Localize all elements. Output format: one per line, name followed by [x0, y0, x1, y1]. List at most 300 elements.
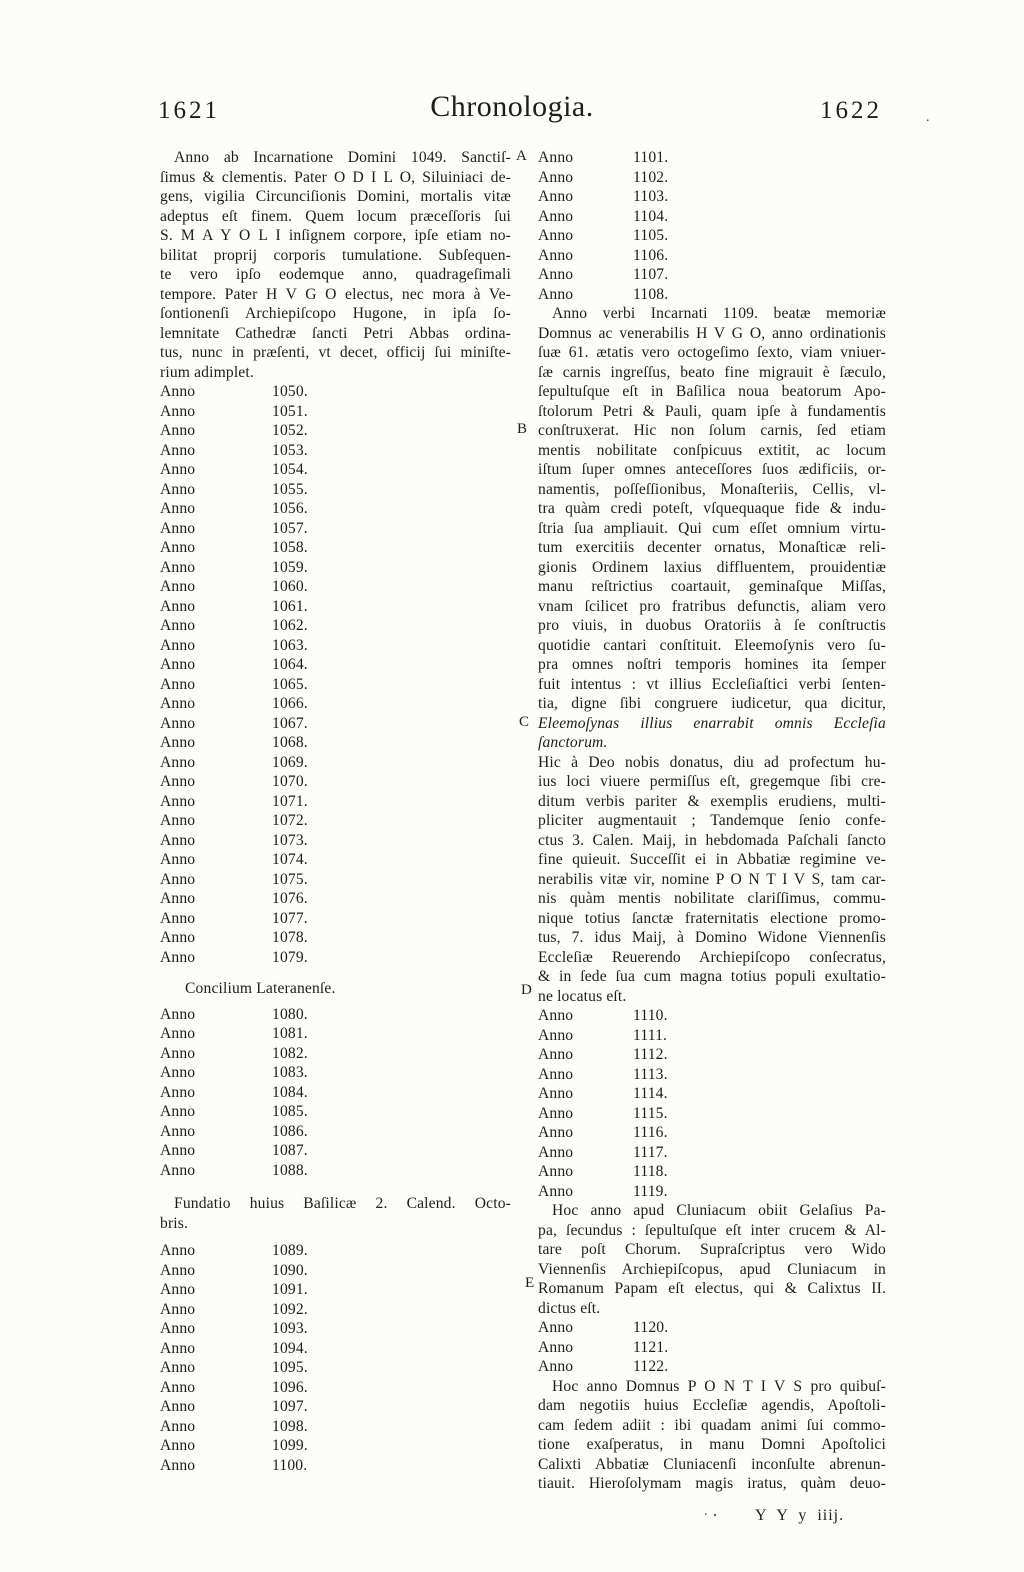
anno-row — [160, 1102, 511, 1122]
anno-year: 1052. — [272, 422, 308, 439]
anno-row — [538, 1338, 886, 1358]
anno-year: 1061. — [272, 597, 308, 615]
anno-label: Anno — [160, 851, 196, 868]
text-line: gens, vigilia Circunciſionis Domini, mortalis vitæ — [160, 188, 511, 205]
anno-row — [160, 870, 511, 890]
anno-label: Anno — [538, 1358, 574, 1375]
anno-year: 1091. — [272, 1281, 308, 1298]
anno-label: Anno — [160, 617, 196, 634]
text-line: tempore. Pater H V G O electus, nec mora à Ve- — [160, 285, 511, 303]
anno-label: Anno — [160, 1456, 196, 1474]
anno-label: Anno — [538, 1319, 574, 1336]
anno-row — [160, 402, 511, 422]
anno-year: 1086. — [272, 1122, 308, 1140]
text-line: Calixti Abbatiæ Cluniacenſi inconſulte abrenun- — [538, 1455, 886, 1473]
anno-year: 1121. — [633, 1338, 669, 1356]
text-line: manu reſtrictius coartauit, geminaſque Miſſas, — [538, 578, 886, 595]
text-line: conſtruxerat. Hic non ſolum carnis, ſed etiam — [538, 422, 886, 439]
text-line: ſimus & clementis. Pater O D I L O, Siluiniaci de- — [160, 168, 511, 186]
anno-row — [160, 772, 511, 792]
anno-year: 1111. — [633, 1026, 668, 1044]
anno-year: 1110. — [633, 1007, 668, 1024]
anno-year: 1113. — [633, 1065, 668, 1083]
anno-row — [538, 285, 886, 305]
text-line: mentis nobilitate conſpicuus extitit, ac locum — [538, 441, 886, 459]
text-line: pra omnes noſtri temporis homines ita ſemper — [538, 656, 886, 673]
anno-year: 1118. — [633, 1163, 668, 1180]
text-line: tia, digne ſibi congruere iudicetur, qua dicitur, — [538, 695, 886, 712]
anno-row — [160, 1397, 511, 1417]
anno-label: Anno — [160, 675, 196, 693]
anno-year: 1078. — [272, 929, 308, 946]
anno-row — [160, 1339, 511, 1359]
text-line: nis quàm mentis nobilitate clariſſimus, commu- — [538, 890, 886, 907]
anno-year: 1064. — [272, 656, 308, 673]
anno-list-1050-1079 — [160, 382, 511, 967]
anno-row — [538, 1084, 886, 1104]
anno-label: Anno — [538, 1104, 574, 1122]
anno-row — [538, 207, 886, 227]
anno-year: 1093. — [272, 1320, 308, 1337]
anno-row — [538, 1143, 886, 1163]
anno-label: Anno — [160, 1161, 196, 1179]
anno-row — [538, 1026, 886, 1046]
anno-label: Anno — [160, 1417, 196, 1435]
anno-label: Anno — [160, 1005, 196, 1023]
ink-speck: . — [713, 1502, 718, 1520]
anno-label: Anno — [160, 870, 196, 888]
text-line: tra quàm credi poteſt, vſquequaque fide & indu- — [538, 500, 886, 517]
anno-year: 1081. — [272, 1025, 308, 1042]
anno-row — [160, 733, 511, 753]
text-line: tus, 7. idus Maij, à Domino Widone Viennenſis — [538, 929, 886, 946]
text-line: Anno ab Incarnatione Domini 1049. Sanctiſ- — [174, 149, 511, 166]
anno-row — [160, 558, 511, 578]
anno-year: 1060. — [272, 578, 308, 595]
text-line: ditum verbis pariter & exemplis erudiens, multi- — [538, 792, 886, 810]
anno-year: 1114. — [633, 1085, 668, 1102]
anno-year: 1082. — [272, 1044, 308, 1062]
text-line: quotidie cantari conſtituit. Eleemoſynis vero ſu- — [538, 636, 886, 654]
anno-year: 1076. — [272, 890, 308, 907]
gathering-signature-line — [538, 1502, 886, 1526]
anno-label: Anno — [538, 1124, 574, 1141]
anno-row — [160, 460, 511, 480]
anno-row — [160, 499, 511, 519]
anno-year: 1059. — [272, 558, 308, 576]
anno-year: 1100. — [272, 1456, 308, 1474]
anno-label: Anno — [160, 792, 196, 810]
anno-year: 1090. — [272, 1261, 308, 1279]
text-line: ſepultuſque eſt in Baſilica noua beatorum Apo- — [538, 383, 886, 400]
text-line: Eleemoſynas illius enarrabit omnis Eccleſia ſanctorum. — [538, 714, 886, 751]
anno-row — [160, 1122, 511, 1142]
anno-row — [160, 1063, 511, 1083]
text-line: ctus 3. Calen. Maij, in hebdomada Paſchali ſancto — [538, 831, 886, 849]
anno-row — [160, 1005, 511, 1025]
anno-row — [538, 1123, 886, 1143]
text-line: lemnitate Cathedræ ſancti Petri Abbas ordina- — [160, 324, 511, 342]
text-line: pliciter augmentauit ; Tandemque ſenio confe- — [538, 812, 886, 829]
text-line: tare poſt Chorum. Supraſcriptus vero Wido — [538, 1241, 886, 1258]
anno-label: Anno — [160, 1261, 196, 1279]
anno-label: Anno — [538, 266, 574, 283]
anno-label: Anno — [538, 1026, 574, 1044]
anno-year: 1099. — [272, 1437, 308, 1454]
anno-row — [160, 928, 511, 948]
anno-label: Anno — [538, 1143, 574, 1161]
anno-row — [160, 597, 511, 617]
paragraph-gelasius — [538, 1201, 886, 1318]
anno-row — [160, 1024, 511, 1044]
anno-label: Anno — [538, 1085, 574, 1102]
anno-row — [538, 246, 886, 266]
anno-label: Anno — [160, 402, 196, 420]
text-line: vnam ſcilicet pro fratribus defunctis, aliam vero — [538, 597, 886, 615]
anno-row — [538, 1045, 886, 1065]
anno-label: Anno — [160, 656, 196, 673]
anno-label: Anno — [160, 734, 196, 751]
anno-year: 1056. — [272, 500, 308, 517]
anno-label: Anno — [538, 168, 574, 186]
anno-row — [160, 1378, 511, 1398]
anno-year: 1083. — [272, 1064, 308, 1081]
text-line: ſtria ſua ampliauit. Qui cum eſſet omnium virtu- — [538, 519, 886, 537]
text-line: rium adimplet. — [160, 363, 254, 381]
anno-year: 1054. — [272, 461, 308, 478]
anno-list-1080-1088 — [160, 1005, 511, 1181]
anno-row — [160, 1161, 511, 1181]
anno-year: 1057. — [272, 519, 308, 537]
text-line: ne locatus eſt. — [538, 987, 627, 1005]
anno-row — [160, 753, 511, 773]
margin-section-letter: B — [517, 421, 528, 437]
anno-list-1101-1108 — [538, 148, 886, 304]
text-line: nerabilis vitæ vir, nomine P O N T I V S, tam car- — [538, 870, 886, 888]
text-line: bilitat proprij corporis tumulatione. Subſequen- — [160, 246, 511, 264]
anno-label: Anno — [538, 1046, 574, 1063]
anno-year: 1080. — [272, 1005, 308, 1023]
text-line: adeptus eſt finem. Quem locum præceſſoris ſui — [160, 207, 511, 225]
anno-year: 1097. — [272, 1398, 308, 1415]
anno-row — [160, 850, 511, 870]
anno-label: Anno — [538, 246, 574, 264]
text-line: Hic à Deo nobis donatus, diu ad profectum hu- — [538, 753, 886, 771]
text-line: S. M A Y O L I inſignem corpore, ipſe etiam no- — [160, 227, 511, 244]
anno-label: Anno — [160, 1300, 196, 1318]
anno-label: Anno — [160, 1378, 196, 1396]
margin-section-letter: E — [525, 1275, 535, 1291]
text-line: Domnus ac venerabilis H V G O, anno ordinationis — [538, 324, 886, 342]
anno-year: 1112. — [633, 1046, 668, 1063]
anno-year: 1058. — [272, 539, 308, 556]
anno-year: 1069. — [272, 753, 308, 771]
anno-row — [538, 226, 886, 246]
anno-year: 1098. — [272, 1417, 308, 1435]
anno-year: 1117. — [633, 1143, 668, 1161]
text-line: Romanum Papam eſt electus, qui & Calixtus II. — [538, 1280, 886, 1297]
anno-label: Anno — [160, 558, 196, 576]
text-line: Anno verbi Incarnati 1109. beatæ memoriæ — [552, 305, 886, 322]
anno-row — [160, 1358, 511, 1378]
anno-label: Anno — [160, 753, 196, 771]
anno-row — [160, 1300, 511, 1320]
anno-label: Anno — [160, 636, 196, 654]
anno-label: Anno — [160, 1242, 196, 1259]
anno-row — [538, 187, 886, 207]
anno-year: 1116. — [633, 1124, 668, 1141]
anno-row — [160, 811, 511, 831]
anno-year: 1101. — [633, 149, 669, 166]
text-line: Fundatio huius Baſilicæ 2. Calend. Octo- — [174, 1195, 511, 1212]
anno-row — [538, 1162, 886, 1182]
anno-label: Anno — [538, 1163, 574, 1180]
anno-label: Anno — [160, 948, 196, 966]
anno-row — [160, 480, 511, 500]
anno-year: 1089. — [272, 1242, 308, 1259]
anno-row — [538, 1182, 886, 1202]
anno-label: Anno — [160, 1025, 196, 1042]
anno-row — [538, 1006, 886, 1026]
anno-label: Anno — [538, 1007, 574, 1024]
anno-label: Anno — [160, 1398, 196, 1415]
paragraph-pontius — [538, 1377, 886, 1494]
anno-row — [160, 441, 511, 461]
anno-row — [160, 1417, 511, 1437]
anno-year: 1077. — [272, 909, 308, 927]
anno-label: Anno — [160, 1083, 196, 1101]
anno-label: Anno — [160, 422, 196, 439]
anno-row — [538, 265, 886, 285]
anno-label: Anno — [160, 597, 196, 615]
anno-row — [160, 694, 511, 714]
anno-row — [160, 889, 511, 909]
anno-year: 1075. — [272, 870, 308, 888]
anno-year: 1074. — [272, 851, 308, 868]
anno-year: 1088. — [272, 1161, 308, 1179]
anno-row — [160, 948, 511, 968]
anno-year: 1053. — [272, 441, 308, 459]
running-title: Chronologia. — [430, 90, 594, 123]
anno-year: 1115. — [633, 1104, 668, 1122]
text-line: Hoc anno Domnus P O N T I V S pro quibuſ- — [552, 1377, 886, 1395]
text-line: ſæ carnis ingreſſus, beato fine migrauit è ſæculo, — [538, 363, 886, 381]
text-line: pa, ſecundus : ſepultuſque eſt inter crucem & Al- — [538, 1221, 886, 1239]
anno-label: Anno — [160, 1103, 196, 1120]
text-line: & in ſede ſua cum magna totius populi exultatio- — [538, 968, 886, 985]
anno-row — [538, 1104, 886, 1124]
text-line: gionis Ordinem laxius diffluentem, prouidentiæ — [538, 558, 886, 576]
heading-fundatio-basilicae — [160, 1194, 511, 1233]
anno-year: 1087. — [272, 1142, 308, 1159]
anno-label: Anno — [160, 383, 196, 400]
anno-year: 1120. — [633, 1319, 669, 1336]
anno-label: Anno — [160, 773, 196, 790]
anno-label: Anno — [538, 1065, 574, 1083]
anno-year: 1055. — [272, 480, 308, 498]
anno-row — [160, 577, 511, 597]
anno-year: 1071. — [272, 792, 308, 810]
anno-label: Anno — [160, 1320, 196, 1337]
anno-label: Anno — [160, 480, 196, 498]
anno-row — [160, 792, 511, 812]
anno-row — [538, 1357, 886, 1377]
anno-label: Anno — [160, 714, 196, 732]
anno-label: Anno — [538, 285, 574, 303]
anno-list-1089-1100 — [160, 1241, 511, 1475]
paragraph-odilo — [160, 148, 511, 382]
text-line: fine quieuit. Succeſſit ei in Abbatiæ regimine ve- — [538, 851, 886, 868]
anno-row — [160, 1319, 511, 1339]
text-line: ius loci viuere permiſſus eſt, gregemque ſibi cre- — [538, 773, 886, 790]
anno-list-1120-1122 — [538, 1318, 886, 1377]
anno-year: 1067. — [272, 714, 308, 732]
text-line: ſontionenſi Archiepiſcopo Hugone, in ipſa ſo- — [160, 305, 511, 322]
anno-label: Anno — [538, 188, 574, 205]
anno-year: 1094. — [272, 1339, 308, 1357]
margin-section-letter: C — [519, 714, 530, 730]
anno-year: 1084. — [272, 1083, 308, 1101]
anno-label: Anno — [160, 812, 196, 829]
text-line: ſtolorum Petri & Pauli, quam ipſe à fundamentis — [538, 402, 886, 420]
column-right — [516, 148, 886, 1526]
folio-number-right: 1622 — [820, 97, 882, 124]
text-line: nique totius ſanctæ fraternitatis electione promo- — [538, 909, 886, 927]
anno-year: 1106. — [633, 246, 669, 264]
gathering-signature: Y Y y iiij. — [755, 1506, 845, 1524]
text-line: bris. — [160, 1214, 189, 1232]
anno-list-1110-1119 — [538, 1006, 886, 1201]
anno-row — [538, 1065, 886, 1085]
anno-year: 1050. — [272, 383, 308, 400]
anno-row — [160, 1044, 511, 1064]
anno-label: Anno — [160, 890, 196, 907]
anno-label: Anno — [160, 1064, 196, 1081]
anno-label: Anno — [160, 909, 196, 927]
anno-row — [160, 421, 511, 441]
anno-row — [538, 168, 886, 188]
anno-year: 1062. — [272, 617, 308, 634]
anno-row — [160, 714, 511, 734]
paragraph-hugo-obit — [538, 304, 886, 1006]
text-line: ſuæ 61. ætatis vero octogeſimo ſexto, viam vniuer- — [538, 344, 886, 361]
text-line: tum exercitiis decenter ornatus, Monaſticæ reli- — [538, 539, 886, 556]
anno-label: Anno — [160, 578, 196, 595]
anno-row — [538, 148, 886, 168]
anno-row — [160, 519, 511, 539]
text-line: dam negotiis huius Eccleſiæ agendis, Apoſtoli- — [538, 1397, 886, 1414]
folio-number-left: 1621 — [158, 97, 220, 124]
anno-year: 1096. — [272, 1378, 308, 1396]
anno-label: Anno — [160, 441, 196, 459]
anno-row — [160, 675, 511, 695]
anno-year: 1122. — [633, 1358, 669, 1375]
anno-row — [160, 1261, 511, 1281]
anno-year: 1105. — [633, 227, 669, 244]
anno-label: Anno — [160, 831, 196, 849]
anno-year: 1051. — [272, 402, 308, 420]
anno-row — [160, 616, 511, 636]
anno-label: Anno — [160, 519, 196, 537]
anno-year: 1107. — [633, 266, 669, 283]
anno-row — [160, 538, 511, 558]
anno-row — [160, 655, 511, 675]
anno-label: Anno — [160, 1339, 196, 1357]
anno-row — [160, 1141, 511, 1161]
anno-year: 1119. — [633, 1182, 668, 1200]
anno-label: Anno — [160, 1044, 196, 1062]
anno-label: Anno — [160, 1142, 196, 1159]
anno-label: Anno — [538, 1338, 574, 1356]
anno-row — [160, 1436, 511, 1456]
anno-year: 1108. — [633, 285, 669, 303]
anno-label: Anno — [538, 207, 574, 225]
anno-row — [160, 1280, 511, 1300]
anno-row — [160, 1083, 511, 1103]
anno-year: 1065. — [272, 675, 308, 693]
anno-row — [160, 1241, 511, 1261]
anno-label: Anno — [538, 149, 574, 166]
anno-row — [160, 382, 511, 402]
anno-year: 1104. — [633, 207, 669, 225]
anno-label: Anno — [538, 1182, 574, 1200]
text-line: cam ſedem adiit : ibi quadam animi ſui commo- — [538, 1416, 886, 1434]
anno-label: Anno — [160, 1359, 196, 1376]
ink-speck: . — [704, 1504, 708, 1519]
anno-label: Anno — [160, 929, 196, 946]
text-line: te vero ipſo eodemque anno, quadrageſimali — [160, 266, 511, 283]
anno-year: 1092. — [272, 1300, 308, 1318]
column-left — [160, 148, 511, 1475]
text-line: namentis, poſſeſſionibus, Monaſteriis, Cellis, vl- — [538, 480, 886, 498]
anno-year: 1070. — [272, 773, 308, 790]
anno-label: Anno — [538, 227, 574, 244]
anno-year: 1073. — [272, 831, 308, 849]
anno-year: 1068. — [272, 734, 308, 751]
anno-year: 1066. — [272, 695, 308, 712]
heading-concilium-lateranense: Concilium Lateranenſe. — [185, 980, 336, 997]
anno-label: Anno — [160, 695, 196, 712]
anno-row — [160, 831, 511, 851]
text-line: Viennenſis Archiepiſcopus, apud Cluniacum in — [538, 1260, 886, 1278]
margin-section-letter: A — [516, 148, 527, 164]
margin-section-letter: D — [521, 982, 532, 998]
text-line: tiauit. Hieroſolymam magis iratus, quàm deuo- — [538, 1475, 886, 1492]
anno-row — [538, 1318, 886, 1338]
text-line: dictus eſt. — [538, 1299, 601, 1317]
anno-label: Anno — [160, 1122, 196, 1140]
text-line: Hoc anno apud Cluniacum obiit Gelaſius Pa- — [552, 1202, 886, 1219]
text-line: tione exaſperatus, in manu Domni Apoſtolici — [538, 1436, 886, 1453]
anno-label: Anno — [160, 461, 196, 478]
anno-row — [160, 1456, 511, 1476]
anno-row — [160, 909, 511, 929]
text-line: tus, nunc in præſenti, vt decet, officij ſui miniſte- — [160, 344, 511, 361]
text-line: fuit intentus : vt illius Eccleſiaſtici verbi ſenten- — [538, 675, 886, 693]
anno-year: 1072. — [272, 812, 308, 829]
anno-label: Anno — [160, 500, 196, 517]
anno-year: 1095. — [272, 1359, 308, 1376]
anno-year: 1103. — [633, 188, 669, 205]
anno-label: Anno — [160, 1437, 196, 1454]
anno-label: Anno — [160, 539, 196, 556]
anno-year: 1079. — [272, 948, 308, 966]
anno-year: 1085. — [272, 1103, 308, 1120]
ink-speck: . — [926, 110, 930, 125]
anno-row — [160, 636, 511, 656]
text-line: iſtum ſuper omnes anteceſſores ſuos ædificiis, or- — [538, 461, 886, 478]
anno-label: Anno — [160, 1281, 196, 1298]
